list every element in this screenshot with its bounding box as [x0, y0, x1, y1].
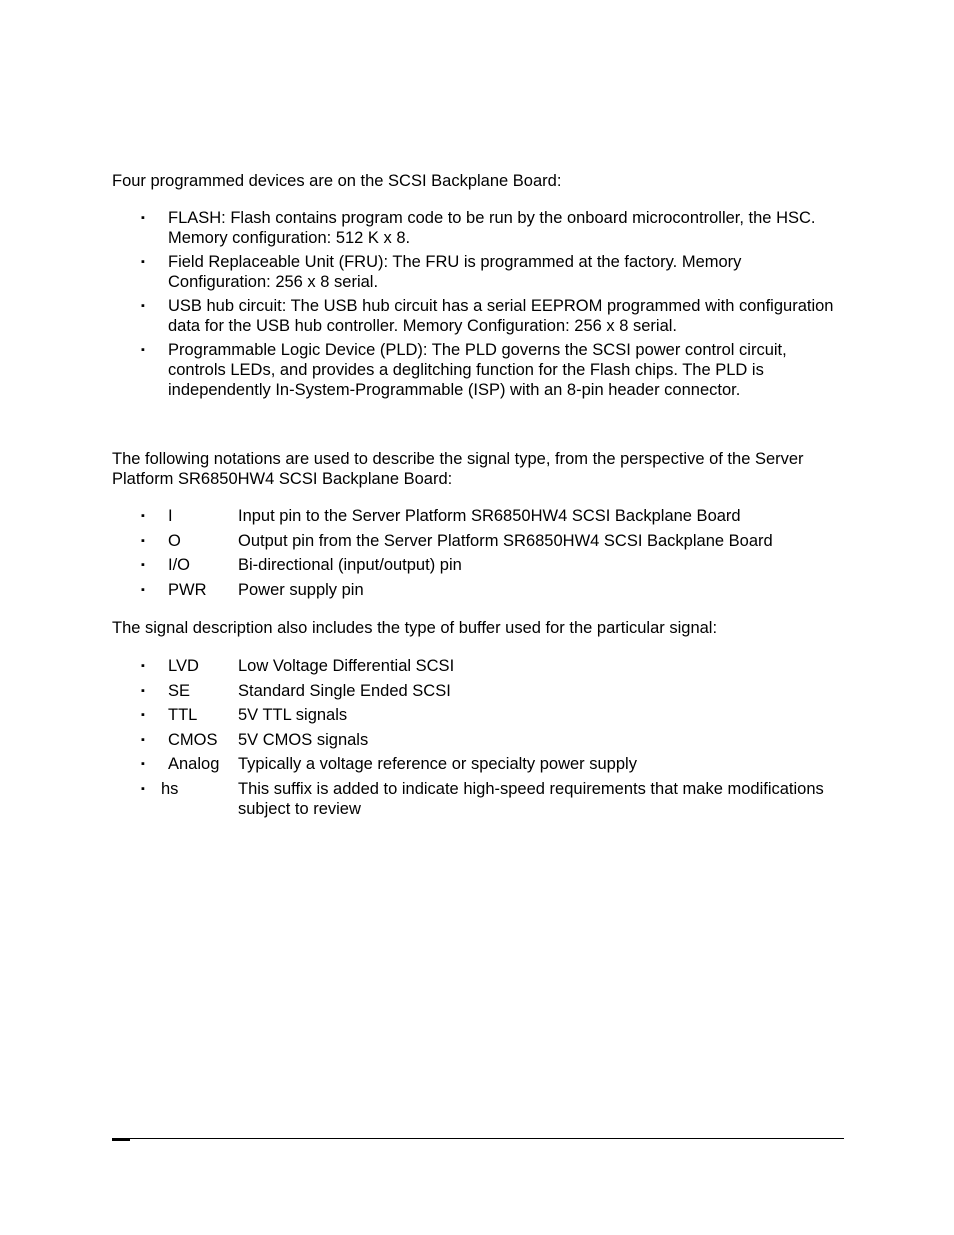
devices-list — [112, 208, 842, 404]
bullet-icon: ▪ — [141, 212, 145, 224]
buffer-type-desc: 5V TTL signals — [238, 706, 348, 724]
bullet-icon: ▪ — [141, 300, 145, 312]
bullet-icon: ▪ — [141, 660, 145, 672]
signal-type-desc: Bi-directional (input/output) pin — [238, 556, 462, 574]
notation-paragraph: The following notations are used to describe the signal type, from the perspective of the Server Platform SR6850HW4 SCSI Backplane Board: — [112, 450, 804, 488]
buffer-type-term: LVD — [168, 657, 199, 675]
device-text: Field Replaceable Unit (FRU): The FRU is programmed at the factory. Memory Configuration: 256 x 8 serial. — [168, 253, 742, 291]
signal-type-term: O — [168, 531, 181, 550]
signal-type-desc: Output pin from the Server Platform SR6850HW4 SCSI Backplane Board — [238, 531, 773, 550]
buffer-type-desc: Low Voltage Differential SCSI — [238, 657, 455, 675]
bullet-icon: ▪ — [141, 583, 145, 596]
buffer-type-term: CMOS — [168, 730, 218, 749]
buffer-type-desc: Standard Single Ended SCSI — [238, 681, 451, 700]
bullet-icon: ▪ — [141, 344, 145, 356]
bullet-icon: ▪ — [141, 758, 145, 770]
signal-type-desc: Power supply pin — [238, 580, 364, 599]
list-item — [112, 531, 842, 551]
buffer-type-desc: Typically a voltage reference or specialty power supply — [238, 755, 637, 773]
buffer-type-term: TTL — [168, 706, 198, 724]
footer-mark — [112, 1138, 130, 1141]
intro-paragraph: Four programmed devices are on the SCSI Backplane Board: — [112, 172, 562, 190]
signal-type-term: PWR — [168, 580, 207, 599]
bullet-icon: ▪ — [141, 534, 145, 547]
device-text: USB hub circuit: The USB hub circuit has a serial EEPROM programmed with configuration data for the USB hub controller. Memory Configuration: 256 x 8 serial. — [168, 297, 834, 335]
buffer-types-list — [112, 656, 842, 823]
signal-type-desc: Input pin to the Server Platform SR6850HW4 SCSI Backplane Board — [238, 507, 741, 525]
list-item — [112, 208, 842, 248]
bullet-icon: ▪ — [141, 559, 145, 571]
list-item — [112, 506, 842, 526]
bullet-icon: ▪ — [141, 709, 145, 721]
list-item — [112, 730, 842, 750]
buffer-type-term: hs — [161, 779, 179, 798]
list-item — [112, 681, 842, 701]
list-item — [112, 340, 842, 400]
list-item — [112, 580, 842, 600]
buffer-paragraph: The signal description also includes the type of buffer used for the particular signal: — [112, 619, 718, 637]
list-item — [112, 252, 842, 292]
list-item — [112, 779, 842, 819]
list-item — [112, 754, 842, 774]
device-text: Programmable Logic Device (PLD): The PLD governs the SCSI power control circuit, controls LEDs, and provides a deglitching function for the Flash chips. The PLD is independently In-System-Programmable (ISP) with an 8-pin header connector. — [168, 341, 787, 399]
list-item — [112, 555, 842, 575]
buffer-type-desc: 5V CMOS signals — [238, 730, 369, 749]
bullet-icon: ▪ — [141, 782, 145, 795]
list-item — [112, 296, 842, 336]
bullet-icon: ▪ — [141, 510, 145, 522]
signal-types-list — [112, 506, 842, 604]
buffer-type-term: SE — [168, 681, 191, 700]
bullet-icon: ▪ — [141, 684, 145, 697]
bullet-icon: ▪ — [141, 256, 145, 268]
buffer-type-term: Analog — [168, 755, 220, 773]
footer-divider — [112, 1138, 844, 1139]
signal-type-term: I/O — [168, 556, 191, 574]
list-item — [112, 705, 842, 725]
bullet-icon: ▪ — [141, 733, 145, 746]
device-text: FLASH: Flash contains program code to be run by the onboard microcontroller, the HSC. Memory configuration: 512 K x 8. — [168, 209, 816, 247]
buffer-type-desc: This suffix is added to indicate high-speed requirements that make modifications subject to review — [238, 779, 824, 818]
list-item — [112, 656, 842, 676]
signal-type-term: I — [168, 507, 173, 525]
